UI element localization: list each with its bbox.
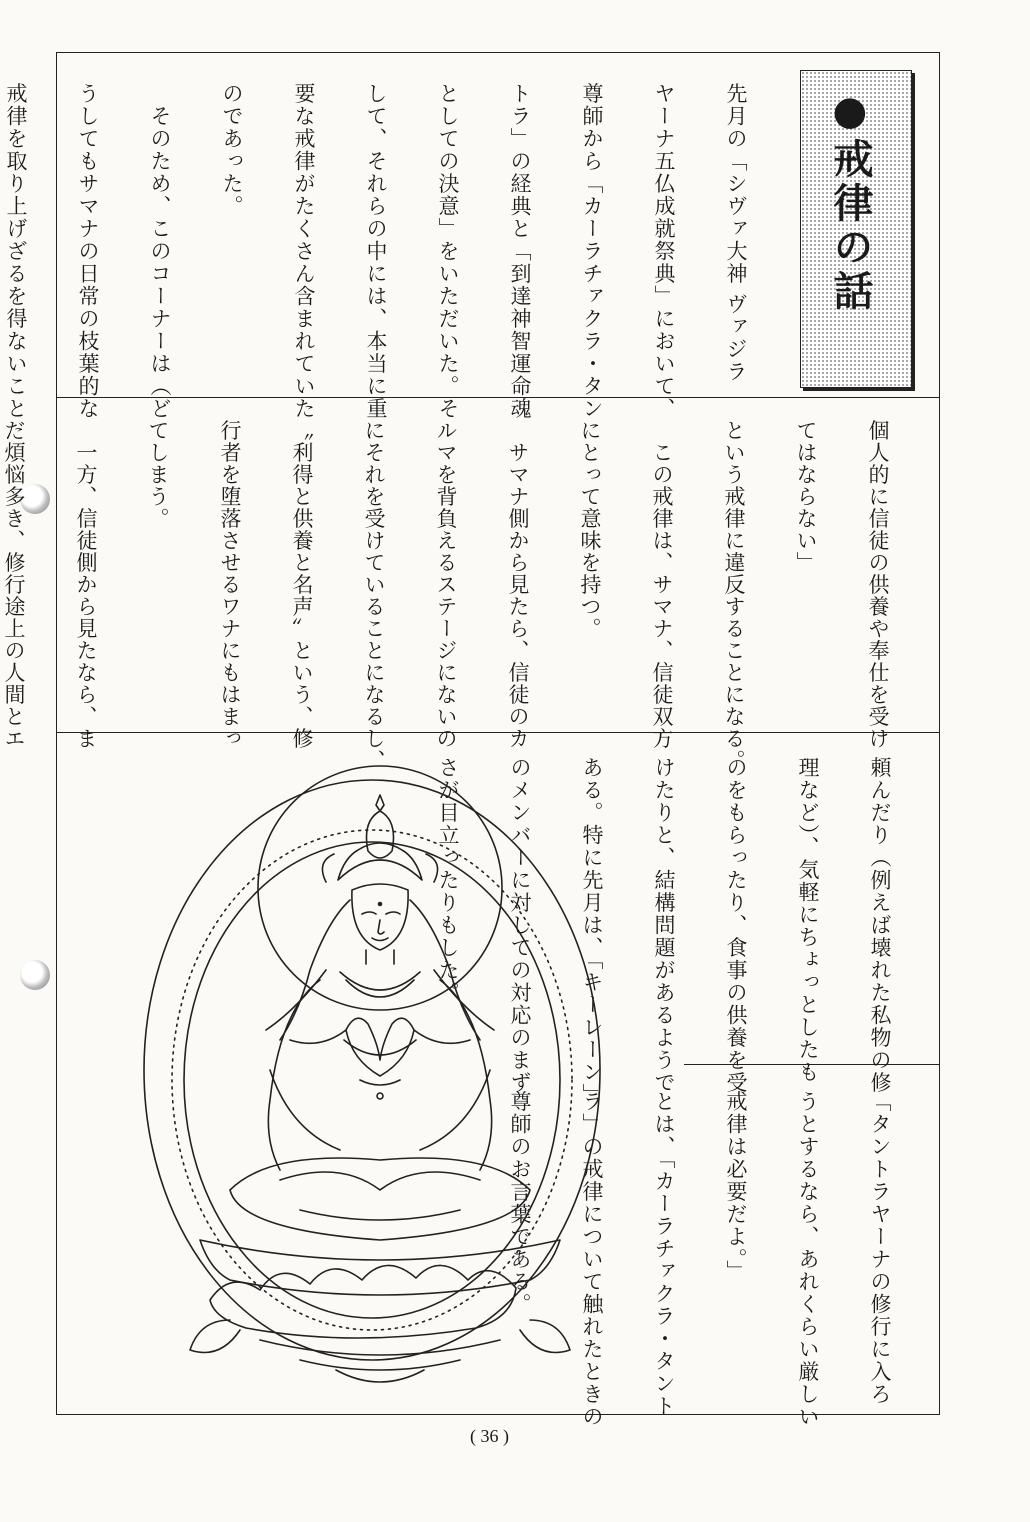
text-column: のであった。: [220, 82, 244, 218]
text-column: 一方、信徒側から見たなら、ま: [74, 441, 98, 750]
text-column: この戒律は、サマナ、信徒双方: [650, 441, 674, 750]
text-column: てはならない」: [794, 419, 818, 574]
text-column: トラ」の経典と「到達神智運命魂: [508, 82, 532, 420]
text-column: うとするなら、あれくらい厳しい: [796, 1090, 820, 1428]
text-column: 先月の「シヴァ大神 ヴァジラ: [724, 82, 748, 384]
ornate-ring: [172, 830, 572, 1330]
text-column: 戒律を取り上げざるを得ないこと: [4, 82, 28, 420]
hands: [346, 1018, 414, 1076]
text-column: 〝利得と供養と名声〟という、修: [290, 419, 314, 750]
text-column: そのため、このコーナーは（ど: [148, 104, 172, 420]
crown: [367, 795, 394, 858]
text-column: サマナ側から見たら、信徒のカ: [506, 441, 530, 750]
text-column: 理など）、気軽にちょっとしたも: [796, 756, 820, 1084]
text-column: 「タントラヤーナの修行に入ろ: [868, 1090, 892, 1406]
text-column: にそれを受けていることになるし、: [362, 419, 386, 772]
text-column: だ煩悩多き、修行途上の人間とエ: [2, 419, 26, 750]
text-column: ヤーナ五仏成就祭典」において、: [652, 82, 676, 420]
page-number: ( 36 ): [470, 1426, 509, 1446]
text-column: ラ」の戒律について触れたときの: [580, 1090, 604, 1428]
text-column: 個人的に信徒の供養や奉仕を受け: [866, 419, 890, 750]
section3-text: [436, 740, 934, 1106]
head-halo: [258, 766, 502, 1010]
section2-text: [2, 404, 932, 772]
necklace: [340, 972, 420, 997]
punch-hole-bottom: [20, 960, 50, 990]
text-column: うしてもサマナの日常の枝葉的な: [76, 82, 100, 420]
text-column: さが目立ったりもした。: [436, 756, 460, 1004]
text-column: 要な戒律がたくさん含まれていた: [292, 82, 316, 420]
legs: [230, 1158, 530, 1240]
text-column: のメンバーに対しての対応のまず: [508, 756, 532, 1094]
text-column: とは、「カーラチァクラ・タント: [652, 1090, 676, 1418]
section4-text: [508, 1074, 934, 1428]
text-column: ルマを背負えるステージにないの: [434, 419, 458, 750]
text-column: のをもらったり、食事の供養を受: [724, 756, 748, 1094]
text-column: てしまう。: [146, 419, 170, 530]
section-divider-middle: [57, 732, 939, 733]
text-column: という戒律に違反することになる。: [722, 419, 746, 772]
article-title: ●戒律の話: [827, 88, 873, 314]
text-column: 戒律は必要だよ。」: [724, 1090, 748, 1283]
text-column: にとって意味を持つ。: [578, 419, 602, 640]
text-column: 尊師のお言葉である。: [508, 1090, 532, 1316]
section-divider-top: [57, 397, 939, 398]
text-column: して、それらの中には、本当に重: [364, 82, 388, 420]
text-column: けたりと、結構問題があるようで: [652, 756, 676, 1094]
text-column: としての決意」をいただいた。そ: [436, 82, 460, 420]
text-column: 頼んだり（例えば壊れた私物の修: [868, 756, 892, 1094]
deity-illustration: [140, 740, 610, 1400]
text-column: ある。特に先月は、「キーレーン」: [580, 756, 604, 1106]
torso: [268, 980, 491, 1170]
text-column: 尊師から「カーラチァクラ・タン: [580, 82, 604, 420]
text-column: 行者を堕落させるワナにもはまっ: [218, 419, 242, 750]
section1-text: [4, 66, 790, 420]
